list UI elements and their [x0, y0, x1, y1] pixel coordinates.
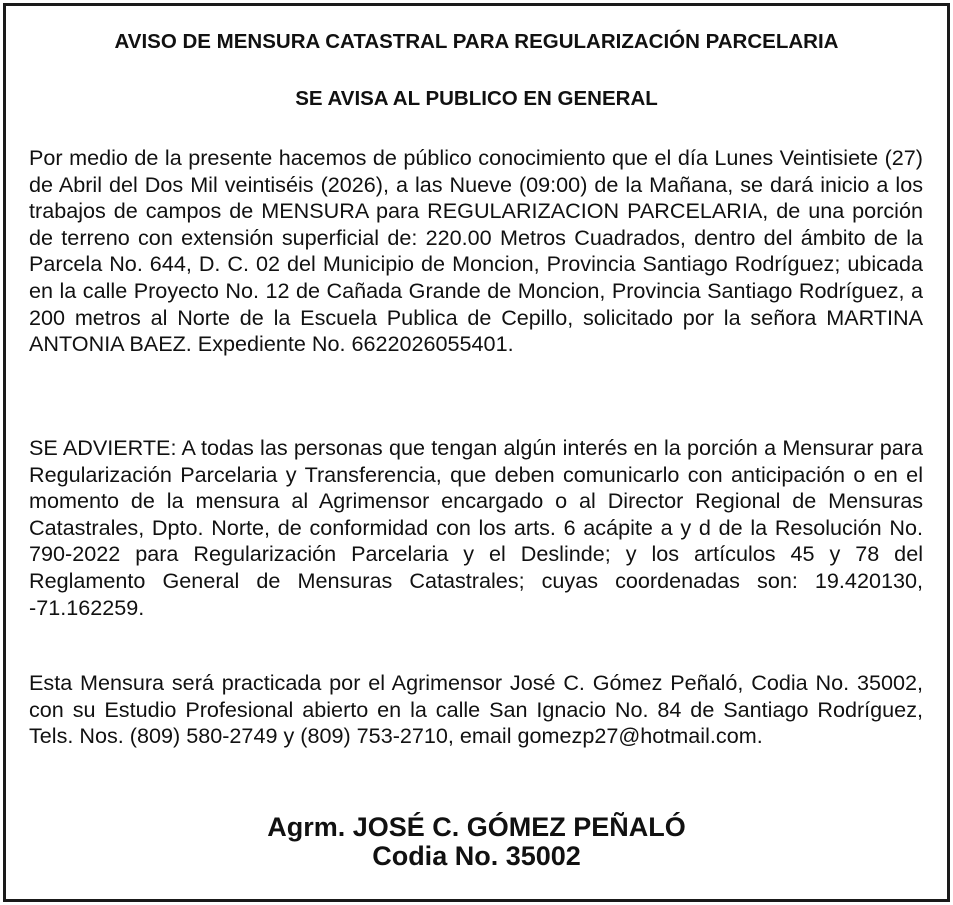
notice-paragraph-warning: SE ADVIERTE: A todas las personas que tengan algún interés en la porción a Mensurar para Regularización Parcelaria y Transferencia, que deben comunicarlo con anticipación o en el momento de la mensura al Agrimensor encargado o al Director Regional de Mensuras Catastrales, Dpto. Norte, de conformidad con los arts. 6 acápite a y d de la Resolución No. 790-2022 para Regularización Parcelaria y el Deslinde; y los artículos 45 y 78 del Reglamento General de Mensuras Catastrales; cuyas coordenadas son: 19.420130, -71.162259. [29, 435, 923, 620]
notice-subtitle: SE AVISA AL PUBLICO EN GENERAL [295, 87, 658, 110]
notice-title: AVISO DE MENSURA CATASTRAL PARA REGULARIZACIÓN PARCELARIA [114, 30, 839, 53]
notice-paragraph-announcement: Por medio de la presente hacemos de público conocimiento que el día Lunes Veintisiete (27) de Abril del Dos Mil veintiséis (2026), a las Nueve (09:00) de la Mañana, se dará inicio a los trabajos de campos de MENSURA para REGULARIZACION PARCELARIA, de una porción de terreno con extensión superficial de: 220.00 Metros Cuadrados, dentro del ámbito de la Parcela No. 644, D. C. 02 del Municipio de Moncion, Provincia Santiago Rodríguez; ubicada en la calle Proyecto No. 12 de Cañada Grande de Moncion, Provincia Santiago Rodríguez, a 200 metros al Norte de la Escuela Publica de Cepillo, solicitado por la señora MARTINA ANTONIA BAEZ. Expediente No. 6622026055401. [29, 145, 923, 357]
legal-notice [3, 3, 950, 902]
signature-name: Agrm. JOSÉ C. GÓMEZ PEÑALÓ [267, 812, 686, 842]
signature-codia: Codia No. 35002 [372, 841, 581, 871]
notice-paragraph-surveyor: Esta Mensura será practicada por el Agrimensor José C. Gómez Peñaló, Codia No. 35002, con su Estudio Profesional abierto en la calle San Ignacio No. 84 de Santiago Rodríguez, Tels. Nos. (809) 580-2749 y (809) 753-2710, email gomezp27@hotmail.com. [29, 670, 923, 749]
